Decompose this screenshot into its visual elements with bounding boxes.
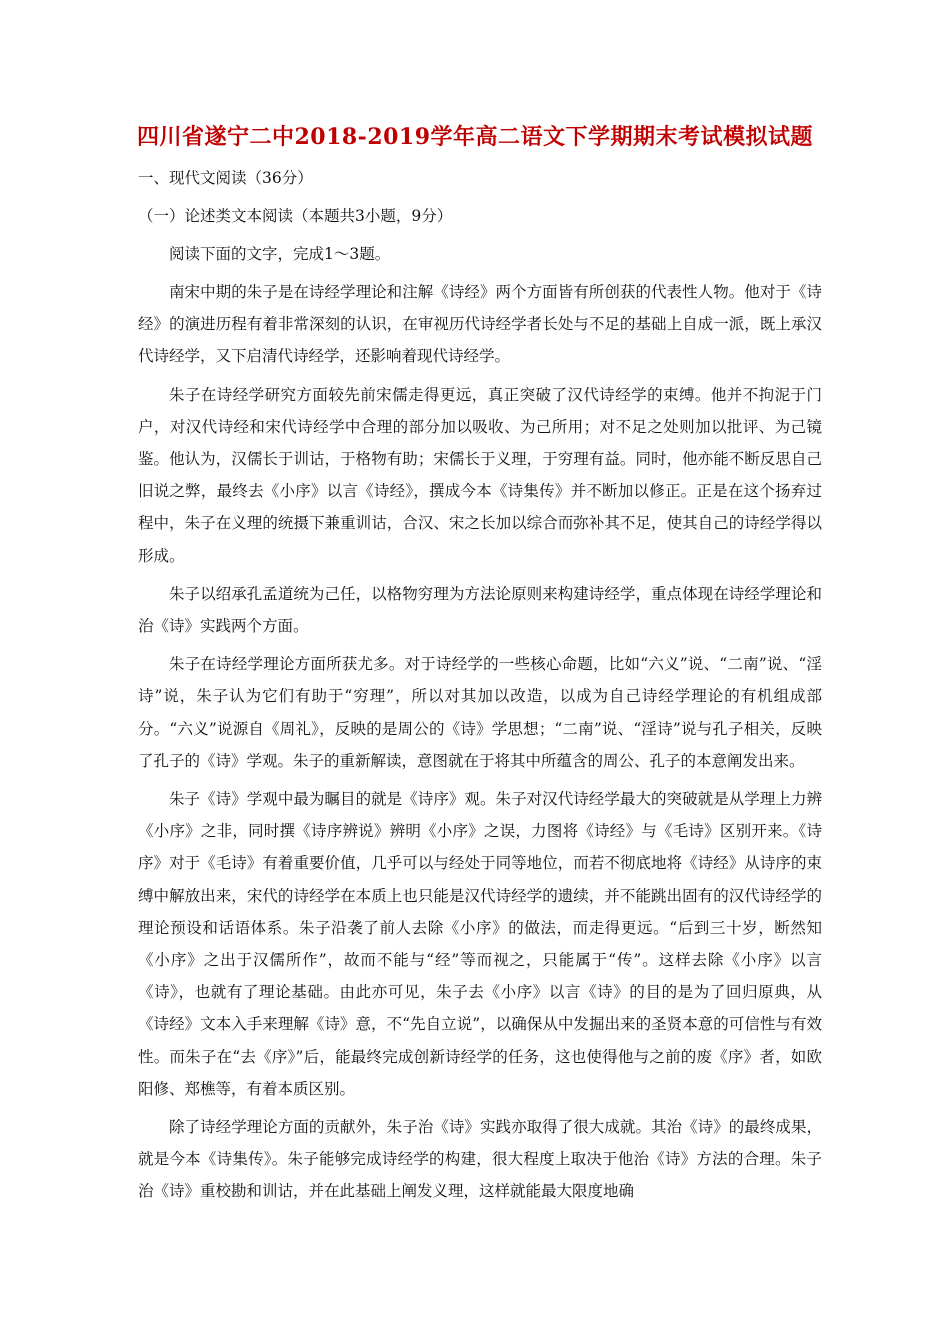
paragraph-4: 朱子在诗经学理论方面所获尤多。对于诗经学的一些核心命题，比如“六义”说、“二南”说、“淫诗”说，朱子认为它们有助于“穷理”，所以对其加以改造，以成为自己诗经学理论的有机组成部分。“六义”说源自《周礼》，反映的是周公的《诗》学思想；“二南”说、“淫诗”说与孔子相关，反映了孔子的《诗》学观。朱子的重新解读，意图就在于将其中所蕴含的周公、孔子的本意阐发出来。 bbox=[138, 655, 822, 770]
document-body bbox=[138, 162, 822, 1214]
paragraph-3: 朱子以绍承孔孟道统为己任，以格物穷理为方法论原则来构建诗经学，重点体现在诗经学理论和治《诗》实践两个方面。 bbox=[138, 584, 822, 636]
paragraph-6: 除了诗经学理论方面的贡献外，朱子治《诗》实践亦取得了很大成就。其治《诗》的最终成果，就是今本《诗集传》。朱子能够完成诗经学的构建，很大程度上取决于他治《诗》方法的合理。朱子治《诗》重校勘和训诂，并在此基础上阐发义理，这样就能最大限度地确 bbox=[138, 1118, 822, 1201]
subsection-heading: （一）论述类文本阅读（本题共3小题，9分） bbox=[138, 207, 453, 225]
paragraph-2: 朱子在诗经学研究方面较先前宋儒走得更远，真正突破了汉代诗经学的束缚。他并不拘泥于门户，对汉代诗经和宋代诗经学中合理的部分加以吸收、为己所用；对不足之处则加以批评、为己镜鉴。他认为，汉儒长于训诂，于格物有助；宋儒长于义理，于穷理有益。同时，他亦能不断反思自己旧说之弊，最终去《小序》以言《诗经》，撰成今本《诗集传》并不断加以修正。正是在这个扬弃过程中，朱子在义理的统摄下兼重训诂，合汉、宋之长加以综合而弥补其不足，使其自己的诗经学得以形成。 bbox=[138, 385, 822, 565]
document-title: 四川省遂宁二中2018-2019学年高二语文下学期期末考试模拟试题 bbox=[136, 124, 814, 150]
reading-instruction: 阅读下面的文字，完成1～3题。 bbox=[169, 245, 391, 263]
paragraph-1: 南宋中期的朱子是在诗经学理论和注解《诗经》两个方面皆有所创获的代表性人物。他对于《诗经》的演进历程有着非常深刻的认识，在审视历代诗经学者长处与不足的基础上自成一派，既上承汉代诗经学，又下启清代诗经学，还影响着现代诗经学。 bbox=[138, 283, 822, 366]
section-heading: 一、现代文阅读（36分） bbox=[138, 169, 313, 187]
paragraph-5: 朱子《诗》学观中最为瞩目的就是《诗序》观。朱子对汉代诗经学最大的突破就是从学理上力辨《小序》之非，同时撰《诗序辨说》辨明《小序》之误，力图将《诗经》与《毛诗》区别开来。《诗序》对于《毛诗》有着重要价值，几乎可以与经处于同等地位，而若不彻底地将《诗经》从诗序的束缚中解放出来，宋代的诗经学在本质上也只能是汉代诗经学的遗续，并不能跳出固有的汉代诗经学的理论预设和话语体系。朱子沿袭了前人去除《小序》的做法，而走得更远。“后到三十岁，断然知《小序》之出于汉儒所作”，故而不能与“经”等而视之，只能属于“传”。这样去除《小序》以言《诗》，也就有了理论基础。由此亦可见，朱子去《小序》以言《诗》的目的是为了回归原典，从《诗经》文本入手来理解《诗》意，不“先自立说”，以确保从中发掘出来的圣贤本意的可信性与有效性。而朱子在“去《序》”后，能最终完成创新诗经学的任务，这也使得他与之前的废《序》者，如欧阳修、郑樵等，有着本质区别。 bbox=[138, 790, 822, 1098]
